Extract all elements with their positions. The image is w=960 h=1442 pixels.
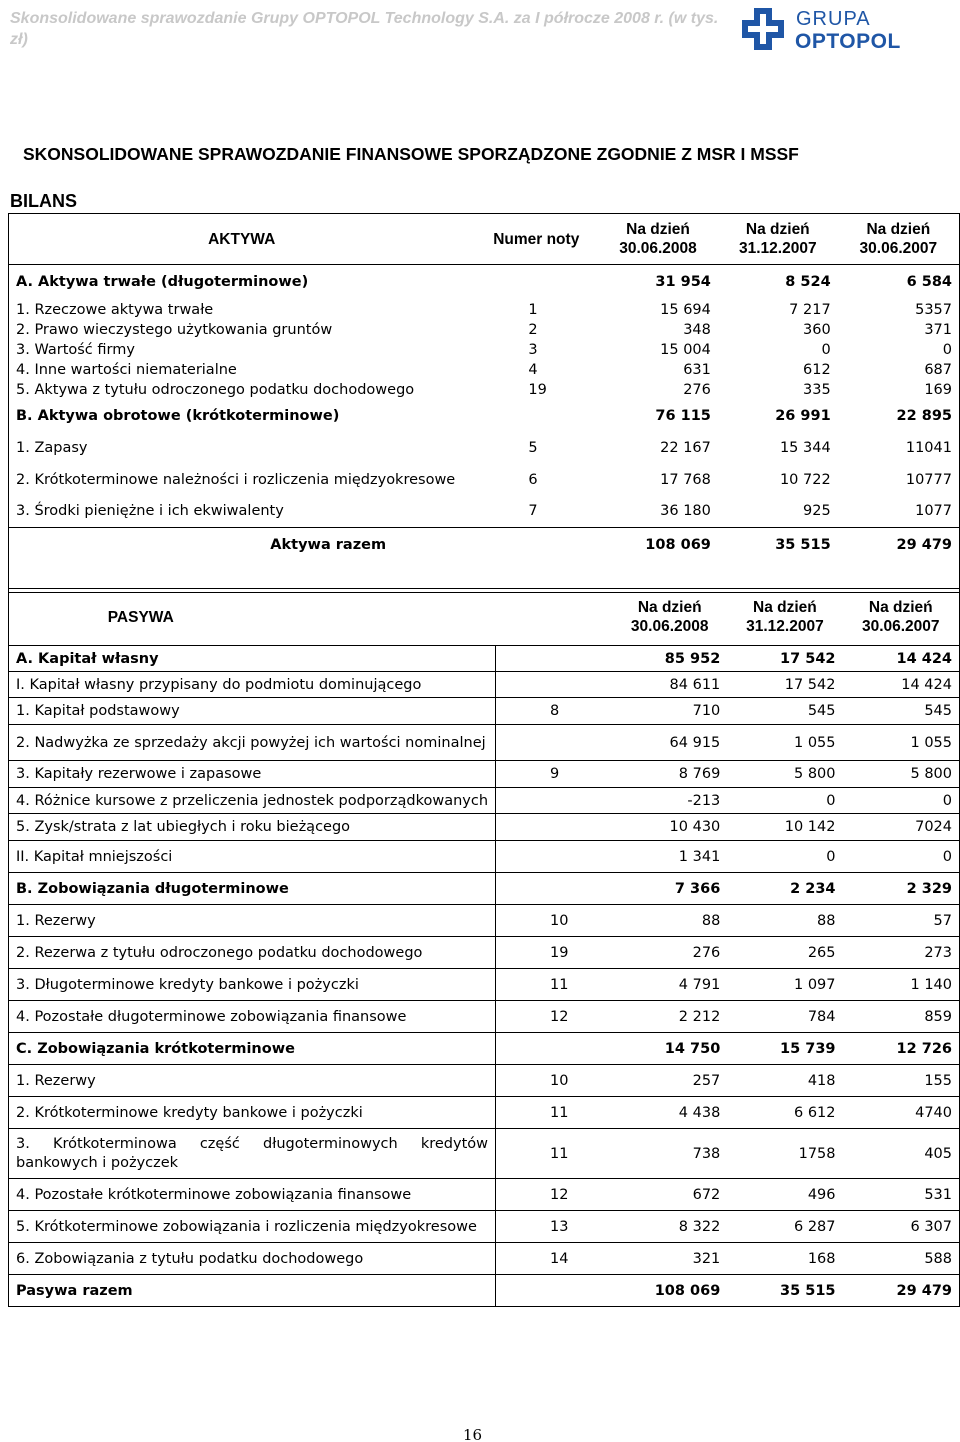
row-value-2: 0 bbox=[821, 341, 831, 358]
row-value-2: 88 bbox=[727, 905, 842, 937]
row-value-2: 168 bbox=[727, 1243, 842, 1275]
row-value-2: 17 542 bbox=[727, 646, 842, 672]
row-note: 5 bbox=[528, 439, 538, 456]
row-value-1: 15 004 bbox=[660, 341, 711, 358]
row-note: 3 bbox=[528, 341, 538, 358]
row-note: 12 bbox=[496, 1179, 613, 1211]
row-value-2: 8 524 bbox=[785, 274, 831, 291]
row-label: 5. Aktywa z tytułu odroczonego podatku dochodowego bbox=[16, 381, 415, 398]
row-value-2: 1 097 bbox=[727, 969, 842, 1001]
row-value-1: 84 611 bbox=[612, 672, 727, 698]
row-label: 2. Prawo wieczystego użytkowania gruntów bbox=[16, 321, 333, 338]
row-value-2: 418 bbox=[727, 1065, 842, 1097]
assets-header-date-2: Na dzień 31.12.2007 bbox=[718, 214, 838, 265]
optopol-logo bbox=[740, 6, 930, 56]
row-value-2: 612 bbox=[803, 361, 831, 378]
row-value-2: 15 739 bbox=[727, 1033, 842, 1065]
liabilities-total-row bbox=[9, 1275, 960, 1307]
row-label: 4. Pozostałe długoterminowe zobowiązania finansowe bbox=[9, 1001, 496, 1033]
row-value-1: 631 bbox=[683, 361, 711, 378]
row-value-3: 11041 bbox=[905, 439, 952, 456]
row-label: 2. Krótkoterminowe należności i rozliczenia międzyokresowe bbox=[16, 471, 456, 488]
row-value-3: 588 bbox=[843, 1243, 960, 1275]
section-title: BILANS bbox=[10, 191, 77, 211]
row-value-2: 335 bbox=[803, 381, 831, 398]
total-value-2: 35 515 bbox=[718, 528, 838, 563]
table-row bbox=[9, 1129, 960, 1179]
assets-header-date-3: Na dzień 30.06.2007 bbox=[838, 214, 960, 265]
row-value-1: 1 341 bbox=[612, 841, 727, 873]
liabilities-header-date-3: Na dzień 30.06.2007 bbox=[843, 589, 960, 646]
row-value-3: 14 424 bbox=[843, 672, 960, 698]
row-value-3: 10777 bbox=[905, 471, 952, 488]
row-value-1: 85 952 bbox=[612, 646, 727, 672]
row-value-1: 710 bbox=[612, 698, 727, 725]
row-value-3: 0 bbox=[942, 341, 952, 358]
row-value-1: 276 bbox=[683, 381, 711, 398]
total-value-3: 29 479 bbox=[896, 1282, 952, 1299]
row-value-1: 321 bbox=[612, 1243, 727, 1275]
row-value-1: 10 430 bbox=[612, 814, 727, 841]
row-note: 12 bbox=[496, 1001, 613, 1033]
row-value-2: 15 344 bbox=[779, 439, 831, 456]
row-note: 1 bbox=[528, 301, 538, 318]
row-value-1: 276 bbox=[612, 937, 727, 969]
row-label: 4. Pozostałe krótkoterminowe zobowiązania finansowe bbox=[9, 1179, 496, 1211]
row-value-3: 14 424 bbox=[843, 646, 960, 672]
row-note: 8 bbox=[496, 698, 613, 725]
table-row bbox=[9, 1001, 960, 1033]
row-value-2: 360 bbox=[803, 321, 831, 338]
document-header-title: Skonsolidowane sprawozdanie Grupy OPTOPOL Technology S.A. za I półrocze 2008 r. (w tys. zł) bbox=[10, 10, 719, 48]
row-label: 2. Krótkoterminowe kredyty bankowe i pożyczki bbox=[9, 1097, 496, 1129]
row-value-3: 371 bbox=[924, 321, 952, 338]
row-value-3: 5357 bbox=[915, 301, 952, 318]
row-value-2: 265 bbox=[727, 937, 842, 969]
table-row bbox=[9, 265, 960, 300]
row-value-3: 531 bbox=[843, 1179, 960, 1211]
row-note bbox=[496, 725, 613, 761]
logo-cross-icon bbox=[740, 6, 790, 52]
liabilities-header-label: PASYWA bbox=[9, 589, 496, 646]
row-note bbox=[474, 528, 598, 563]
assets-header-label: AKTYWA bbox=[9, 214, 475, 265]
row-note bbox=[474, 265, 598, 300]
table-row bbox=[9, 340, 960, 360]
row-label: 3. Kapitały rezerwowe i zapasowe bbox=[9, 761, 496, 788]
table-row bbox=[9, 905, 960, 937]
row-label: 3. Środki pieniężne i ich ekwiwalenty bbox=[16, 503, 284, 520]
row-value-2: 0 bbox=[727, 788, 842, 814]
row-value-3: 1 055 bbox=[843, 725, 960, 761]
liabilities-total-label: Pasywa razem bbox=[9, 1275, 496, 1307]
row-label: 5. Krótkoterminowe zobowiązania i rozliczenia międzyokresowe bbox=[9, 1211, 496, 1243]
row-label: A. Kapitał własny bbox=[9, 646, 496, 672]
row-note bbox=[496, 788, 613, 814]
table-row bbox=[9, 814, 960, 841]
row-value-3: 405 bbox=[843, 1129, 960, 1179]
row-value-3: 6 584 bbox=[906, 274, 952, 291]
row-value-1: 4 438 bbox=[612, 1097, 727, 1129]
row-label: A. Aktywa trwałe (długoterminowe) bbox=[16, 274, 309, 291]
row-value-2: 784 bbox=[727, 1001, 842, 1033]
row-value-3: 155 bbox=[843, 1065, 960, 1097]
row-note: 14 bbox=[496, 1243, 613, 1275]
row-value-1: 672 bbox=[612, 1179, 727, 1211]
row-value-1: 4 791 bbox=[612, 969, 727, 1001]
row-note bbox=[496, 841, 613, 873]
row-value-2: 10 722 bbox=[779, 471, 831, 488]
row-value-3: 169 bbox=[924, 381, 952, 398]
liabilities-header-date-1: Na dzień 30.06.2008 bbox=[612, 589, 727, 646]
row-label: 2. Rezerwa z tytułu odroczonego podatku dochodowego bbox=[9, 937, 496, 969]
total-value-2: 35 515 bbox=[780, 1282, 836, 1299]
row-note: 11 bbox=[496, 1129, 613, 1179]
row-value-3: 57 bbox=[843, 905, 960, 937]
row-label: 1. Zapasy bbox=[16, 439, 88, 456]
assets-total-row bbox=[9, 528, 960, 563]
row-value-1: 36 180 bbox=[660, 503, 711, 520]
table-row bbox=[9, 873, 960, 905]
table-row bbox=[9, 1243, 960, 1275]
row-value-3: 6 307 bbox=[843, 1211, 960, 1243]
table-row bbox=[9, 496, 960, 528]
row-value-2: 1 055 bbox=[727, 725, 842, 761]
row-value-2: 0 bbox=[727, 841, 842, 873]
table-row bbox=[9, 380, 960, 400]
row-value-1: 257 bbox=[612, 1065, 727, 1097]
row-value-2: 6 612 bbox=[727, 1097, 842, 1129]
row-value-3: 0 bbox=[843, 788, 960, 814]
liabilities-header-date-2: Na dzień 31.12.2007 bbox=[727, 589, 842, 646]
row-value-1: 88 bbox=[612, 905, 727, 937]
row-note: 19 bbox=[496, 937, 613, 969]
row-value-3: 687 bbox=[924, 361, 952, 378]
row-value-1: 8 769 bbox=[612, 761, 727, 788]
table-row bbox=[9, 969, 960, 1001]
row-note bbox=[474, 400, 598, 432]
row-note: 7 bbox=[528, 503, 538, 520]
row-value-1: -213 bbox=[612, 788, 727, 814]
row-note: 11 bbox=[496, 969, 613, 1001]
row-note: 6 bbox=[528, 471, 538, 488]
row-value-2: 545 bbox=[727, 698, 842, 725]
row-value-3: 545 bbox=[843, 698, 960, 725]
row-value-3: 1 140 bbox=[843, 969, 960, 1001]
statement-title: SKONSOLIDOWANE SPRAWOZDANIE FINANSOWE SPORZĄDZONE ZGODNIE Z MSR I MSSF bbox=[23, 144, 799, 164]
row-label: C. Zobowiązania krótkoterminowe bbox=[9, 1033, 496, 1065]
row-note: 10 bbox=[496, 905, 613, 937]
total-value-3: 29 479 bbox=[838, 528, 960, 563]
row-value-1: 8 322 bbox=[612, 1211, 727, 1243]
row-label: 1. Kapitał podstawowy bbox=[9, 698, 496, 725]
row-note bbox=[496, 873, 613, 905]
row-label: 3. Krótkoterminowa część długoterminowych kredytów bankowych i pożyczek bbox=[9, 1129, 496, 1179]
table-row bbox=[9, 1097, 960, 1129]
row-label: 4. Różnice kursowe z przeliczenia jednostek podporządkowanych bbox=[9, 788, 496, 814]
row-value-1: 2 212 bbox=[612, 1001, 727, 1033]
table-row bbox=[9, 400, 960, 432]
table-row bbox=[9, 937, 960, 969]
row-value-2: 7 217 bbox=[789, 301, 831, 318]
table-row bbox=[9, 725, 960, 761]
assets-header-row bbox=[9, 214, 960, 265]
row-label: 6. Zobowiązania z tytułu podatku dochodowego bbox=[9, 1243, 496, 1275]
row-label: 3. Długoterminowe kredyty bankowe i pożyczki bbox=[9, 969, 496, 1001]
row-value-3: 273 bbox=[843, 937, 960, 969]
row-value-3: 1077 bbox=[915, 503, 952, 520]
row-value-3: 7024 bbox=[843, 814, 960, 841]
table-row bbox=[9, 1065, 960, 1097]
liabilities-header-note bbox=[496, 589, 613, 646]
table-row bbox=[9, 464, 960, 496]
liabilities-table bbox=[8, 588, 960, 1307]
row-value-2: 5 800 bbox=[727, 761, 842, 788]
table-row bbox=[9, 432, 960, 464]
table-row bbox=[9, 1211, 960, 1243]
row-value-3: 2 329 bbox=[843, 873, 960, 905]
table-row bbox=[9, 788, 960, 814]
row-value-1: 348 bbox=[683, 321, 711, 338]
row-label: B. Aktywa obrotowe (krótkoterminowe) bbox=[16, 407, 340, 424]
row-value-1: 76 115 bbox=[655, 407, 711, 424]
row-value-3: 0 bbox=[843, 841, 960, 873]
table-row bbox=[9, 1179, 960, 1211]
row-value-2: 17 542 bbox=[727, 672, 842, 698]
table-row bbox=[9, 698, 960, 725]
table-row bbox=[9, 320, 960, 340]
row-note bbox=[496, 1033, 613, 1065]
row-value-2: 6 287 bbox=[727, 1211, 842, 1243]
row-note bbox=[496, 672, 613, 698]
row-note bbox=[496, 646, 613, 672]
row-label: 1. Rzeczowe aktywa trwałe bbox=[16, 301, 214, 318]
table-row bbox=[9, 360, 960, 380]
row-label: 3. Wartość firmy bbox=[16, 341, 135, 358]
assets-header-date-1: Na dzień 30.06.2008 bbox=[598, 214, 718, 265]
row-value-2: 925 bbox=[803, 503, 831, 520]
row-value-1: 64 915 bbox=[612, 725, 727, 761]
table-row bbox=[9, 672, 960, 698]
table-row bbox=[9, 1033, 960, 1065]
row-value-1: 22 167 bbox=[660, 439, 711, 456]
row-value-1: 15 694 bbox=[660, 301, 711, 318]
row-label: I. Kapitał własny przypisany do podmiotu dominującego bbox=[9, 672, 496, 698]
row-label: 5. Zysk/strata z lat ubiegłych i roku bieżącego bbox=[9, 814, 496, 841]
row-note bbox=[496, 1275, 613, 1307]
row-value-2: 26 991 bbox=[775, 407, 831, 424]
row-note: 13 bbox=[496, 1211, 613, 1243]
row-label: 4. Inne wartości niematerialne bbox=[16, 361, 237, 378]
row-value-3: 12 726 bbox=[843, 1033, 960, 1065]
table-row bbox=[9, 646, 960, 672]
row-value-3: 22 895 bbox=[896, 407, 952, 424]
row-value-1: 7 366 bbox=[612, 873, 727, 905]
page-number: 16 bbox=[463, 1426, 483, 1442]
row-note: 10 bbox=[496, 1065, 613, 1097]
total-value-1: 108 069 bbox=[654, 1282, 721, 1299]
assets-table bbox=[8, 213, 960, 593]
row-value-1: 31 954 bbox=[655, 274, 711, 291]
table-row bbox=[9, 300, 960, 320]
total-value-1: 108 069 bbox=[598, 528, 718, 563]
row-value-3: 859 bbox=[843, 1001, 960, 1033]
row-value-3: 5 800 bbox=[843, 761, 960, 788]
liabilities-header-row bbox=[9, 589, 960, 646]
row-value-1: 738 bbox=[612, 1129, 727, 1179]
logo-text-grupa: GRUPA bbox=[796, 8, 871, 30]
row-note: 2 bbox=[528, 321, 538, 338]
row-label: 1. Rezerwy bbox=[9, 1065, 496, 1097]
row-value-2: 2 234 bbox=[727, 873, 842, 905]
row-label: 2. Nadwyżka ze sprzedaży akcji powyżej ich wartości nominalnej bbox=[9, 725, 496, 761]
row-note: 4 bbox=[528, 361, 538, 378]
row-note: 19 bbox=[528, 381, 547, 398]
table-row bbox=[9, 841, 960, 873]
logo-text-optopol: OPTOPOL bbox=[795, 30, 901, 53]
row-note bbox=[496, 814, 613, 841]
row-value-1: 17 768 bbox=[660, 471, 711, 488]
table-row bbox=[9, 761, 960, 788]
assets-total-label: Aktywa razem bbox=[9, 528, 475, 563]
row-label: B. Zobowiązania długoterminowe bbox=[9, 873, 496, 905]
row-value-2: 1758 bbox=[727, 1129, 842, 1179]
row-note: 9 bbox=[496, 761, 613, 788]
row-note: 11 bbox=[496, 1097, 613, 1129]
assets-header-note: Numer noty bbox=[474, 214, 598, 265]
row-value-1: 14 750 bbox=[612, 1033, 727, 1065]
row-value-2: 496 bbox=[727, 1179, 842, 1211]
row-value-3: 4740 bbox=[843, 1097, 960, 1129]
row-label: II. Kapitał mniejszości bbox=[9, 841, 496, 873]
row-value-2: 10 142 bbox=[727, 814, 842, 841]
row-label: 1. Rezerwy bbox=[9, 905, 496, 937]
